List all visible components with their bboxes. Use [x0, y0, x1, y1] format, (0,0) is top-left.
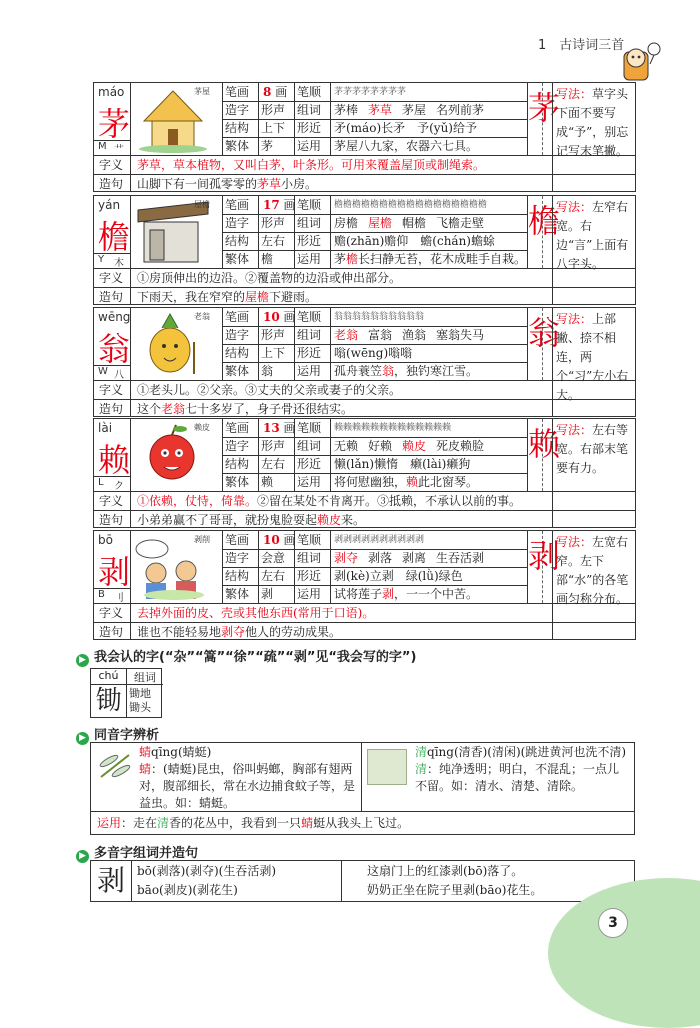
recognize-card [90, 668, 162, 718]
practice-char: 檐 [528, 202, 561, 240]
usage-line: 试将莲子剥，一一个中苦。 [334, 587, 479, 601]
index-radical: 八 [114, 370, 124, 381]
index-letter: M [98, 141, 107, 152]
pinyin: lài [98, 421, 113, 435]
usage-line: 茅檐长扫静无苔，花木成畦手自栽。 [334, 252, 527, 266]
index-letter: W [98, 366, 108, 377]
polyphone-char: 剥 [96, 864, 125, 897]
example-sentence: 山脚下有一间孤零零的茅草小房。 [137, 177, 318, 191]
pinyin: bō [98, 533, 113, 547]
stroke-order: 翁翁翁翁翁翁翁翁翁翁 [334, 312, 425, 322]
stroke-order: 茅茅茅茅茅茅茅茅 [334, 87, 407, 97]
word-list: 无赖 好赖 赖皮 死皮赖脸 [334, 439, 485, 453]
pinyin: yán [98, 198, 121, 212]
recognize-pinyin: chú [91, 669, 127, 685]
writing-tip: 写法：上部撇、捺不相连，两个“习”左小右大。 [556, 312, 629, 402]
practice-char: 茅 [528, 89, 561, 127]
section-polyphone: ▶ 多音字组词并造句 [76, 842, 198, 863]
index-radical: 刂 [114, 593, 124, 604]
section-recognize: ▶ 我会认的字(“杂”“篙”“徐”“疏”“剥”见“我会写的字”) [76, 646, 416, 667]
polyphone-readings: bō(剥落)(剥夺)(生吞活剥) bāo(剥皮)(剥花生) [137, 864, 276, 897]
lotus-image [367, 749, 407, 785]
main-char: 翁 [98, 330, 131, 368]
stroke-count: 8 画 [263, 85, 288, 99]
example-sentence: 小弟弟赢不了哥哥，就扮鬼脸耍起赖皮来。 [137, 513, 366, 527]
dragonfly-icon [97, 751, 135, 781]
homophone-right: 清qīng(清香)(清闲)(跳进黄河也洗不清) 清：纯净透明；明白，不混乱；一点儿不留。如：清水、清楚、清除。 [415, 745, 627, 793]
main-char: 檐 [98, 218, 131, 256]
index-radical: ク [114, 481, 124, 492]
writing-tip: 写法：左右等宽。右部末笔要有力。 [556, 423, 629, 475]
recognize-label: 组词 [127, 669, 163, 685]
stroke-order: 赖赖赖赖赖赖赖赖赖赖赖赖赖 [334, 423, 452, 433]
entry-3: lài 赖 L ク 赖皮 笔画 13 画 笔顺 赖赖赖赖赖赖赖赖赖赖赖赖赖 造字 形声 组词 无赖 好赖 赖皮 死皮赖脸 结构 左右 形近 懒(lǎn)懒惰 癞(lài)癞狗 繁体 赖 运用 将何慰幽独，赖此北窗琴。 字义 ①依赖，仗恃，倚靠。②留在某处不肯离开。③抵赖，不承认以前的事。 造句 小弟弟赢不了哥哥，就扮鬼脸耍起赖皮来。 赖 写法：左右等宽。右部末笔要有力。 [93, 418, 636, 528]
writing-tip: 写法：左宽右窄。左下部“水”的各笔画匀称分布。 [556, 535, 629, 606]
entry-2: wēng 翁 W 八 老翁 笔画 10 画 笔顺 翁翁翁翁翁翁翁翁翁翁 造字 形声 组词 老翁 富翁 渔翁 塞翁失马 结构 上下 形近 嗡(wēng)嗡嗡 繁体 翁 运用 孤舟蓑笠翁，独钓寒江雪。 字义 ①老头儿。②父亲。③丈夫的父亲或妻子的父亲。 造句 这个老翁七十多岁了，身子骨还很结实。 翁 写法：上部撇、捺不相连，两个“习”左小右大。 [93, 307, 636, 417]
definition: ①依赖，仗恃，倚靠。②留在某处不肯离开。③抵赖，不承认以前的事。 [137, 494, 522, 508]
section-homophone: ▶ 同音字辨析 [76, 724, 159, 745]
entry-illustration [134, 423, 212, 493]
main-char: 剥 [98, 553, 131, 591]
stroke-count: 17 画 [263, 198, 296, 212]
illustration-caption: 赖皮 [194, 423, 210, 432]
usage-line: 茅屋八九家，农器六七具。 [334, 139, 479, 153]
stroke-order: 剥剥剥剥剥剥剥剥剥剥 [334, 535, 425, 545]
entry-illustration [134, 312, 212, 382]
illustration-caption: 屋檐 [194, 200, 210, 209]
example-sentence: 这个老翁七十多岁了，身子骨还很结实。 [137, 402, 354, 416]
usage-line: 将何慰幽独，赖此北窗琴。 [334, 475, 479, 489]
entry-4: bō 剥 B 刂 剥削 笔画 10 画 笔顺 剥剥剥剥剥剥剥剥剥剥 造字 会意 组词 剥夺 剥落 剥离 生吞活剥 结构 左右 形近 剥(kè)立剥 绿(lǜ)绿色 繁体 剥 运用 试将莲子剥，一一个中苦。 字义 去掉外面的皮、壳或其他东西(常用于口语)。 造句 谁也不能轻易地剥夺他人的劳动成果。 剥 写法：左宽右窄。左下部“水”的各笔画匀称分布。 [93, 530, 636, 640]
homophone-box [90, 742, 635, 835]
index-letter: L [98, 477, 104, 488]
practice-char: 翁 [528, 314, 561, 352]
index-letter: B [98, 589, 105, 600]
illustration-caption: 剥削 [194, 535, 210, 544]
main-char: 赖 [98, 441, 131, 479]
polyphone-sentences: 这扇门上的红漆剥(bō)落了。 奶奶正坐在院子里剥(bāo)花生。 [367, 864, 543, 897]
running-header: 1 古诗词三首 [538, 38, 625, 53]
word-list: 老翁 富翁 渔翁 塞翁失马 [334, 328, 485, 342]
stroke-count: 13 画 [263, 421, 296, 435]
example-sentence: 下雨天，我在窄窄的屋檐下避雨。 [137, 290, 318, 304]
writing-tip: 写法：草字头下面不要写成“予”，别忘记写末笔撇。 [556, 87, 629, 158]
entry-0: máo 茅 M 艹 茅屋 笔画 8 画 笔顺 茅茅茅茅茅茅茅茅 造字 形声 组词 茅棒 茅草 茅屋 名列前茅 结构 上下 形近 矛(máo)长矛 予(yǔ)给予 繁体 茅 运用 茅屋八九家，农器六七具。 字义 茅草，草本植物，又叫白茅，叶条形。可用来覆盖屋顶或制绳索。 造句 山脚下有一间孤零零的茅草小房。 茅 写法：草字头下面不要写成“予”，别忘记写末笔撇。 [93, 82, 636, 192]
entry-1: yán 檐 Y 木 屋檐 笔画 17 画 笔顺 檐檐檐檐檐檐檐檐檐檐檐檐檐檐檐檐檐 造字 形声 组词 房檐 屋檐 帽檐 飞檐走壁 结构 左右 形近 赡(zhān)赡仰 蟾(chán)蟾蜍 繁体 檐 运用 茅檐长扫静无苔，花木成畦手自栽。 字义 ①房顶伸出的边沿。②覆盖物的边沿或伸出部分。 造句 下雨天，我在窄窄的屋檐下避雨。 檐 写法：左窄右宽。右边“言”上面有八字头。 [93, 195, 636, 305]
index-letter: Y [98, 254, 105, 265]
illustration-caption: 老翁 [194, 312, 210, 321]
definition: 去掉外面的皮、壳或其他东西(常用于口语)。 [137, 606, 375, 620]
word-list: 茅棒 茅草 茅屋 名列前茅 [334, 103, 485, 117]
definition: 茅草，草本植物，又叫白茅，叶条形。可用来覆盖屋顶或制绳索。 [137, 158, 486, 172]
definition: ①房顶伸出的边沿。②覆盖物的边沿或伸出部分。 [137, 271, 402, 285]
entry-illustration [134, 535, 212, 605]
illustration-caption: 茅屋 [194, 87, 210, 96]
index-radical: 艹 [114, 145, 124, 156]
stroke-count: 10 画 [263, 533, 296, 547]
entry-illustration [134, 200, 212, 270]
entry-illustration [134, 87, 212, 157]
usage-line: 孤舟蓑笠翁，独钓寒江雪。 [334, 364, 479, 378]
index-radical: 木 [114, 258, 124, 269]
definition: ①老头儿。②父亲。③丈夫的父亲或妻子的父亲。 [137, 383, 402, 397]
page-number: 3 [598, 908, 628, 938]
word-list: 剥夺 剥落 剥离 生吞活剥 [334, 551, 485, 565]
pinyin: máo [98, 85, 125, 99]
stroke-count: 10 画 [263, 310, 296, 324]
recognize-char: 锄 [91, 685, 127, 717]
recognize-words: 锄地 锄头 [129, 687, 151, 714]
homophone-use: 运用：走在清香的花丛中，我看到一只蜻蜓从我头上飞过。 [97, 816, 410, 830]
example-sentence: 谁也不能轻易地剥夺他人的劳动成果。 [137, 625, 342, 639]
word-list: 房檐 屋檐 帽檐 飞檐走壁 [334, 216, 485, 230]
polyphone-box [90, 860, 635, 902]
mascot-icon [620, 40, 664, 84]
practice-char: 赖 [528, 425, 561, 463]
homophone-left: 蜻qīng(蜻蜓) 蜻：(蜻蜓)昆虫，俗叫蚂螂，胸部有翅两对，腹部细长，常在水边捕食蚊子等，是益虫。如：蜻蜓。 [139, 745, 356, 810]
pinyin: wēng [98, 310, 131, 324]
main-char: 茅 [98, 105, 131, 143]
writing-tip: 写法：左窄右宽。右边“言”上面有八字头。 [556, 200, 629, 271]
practice-char: 剥 [528, 537, 561, 575]
stroke-order: 檐檐檐檐檐檐檐檐檐檐檐檐檐檐檐檐檐 [334, 200, 488, 210]
